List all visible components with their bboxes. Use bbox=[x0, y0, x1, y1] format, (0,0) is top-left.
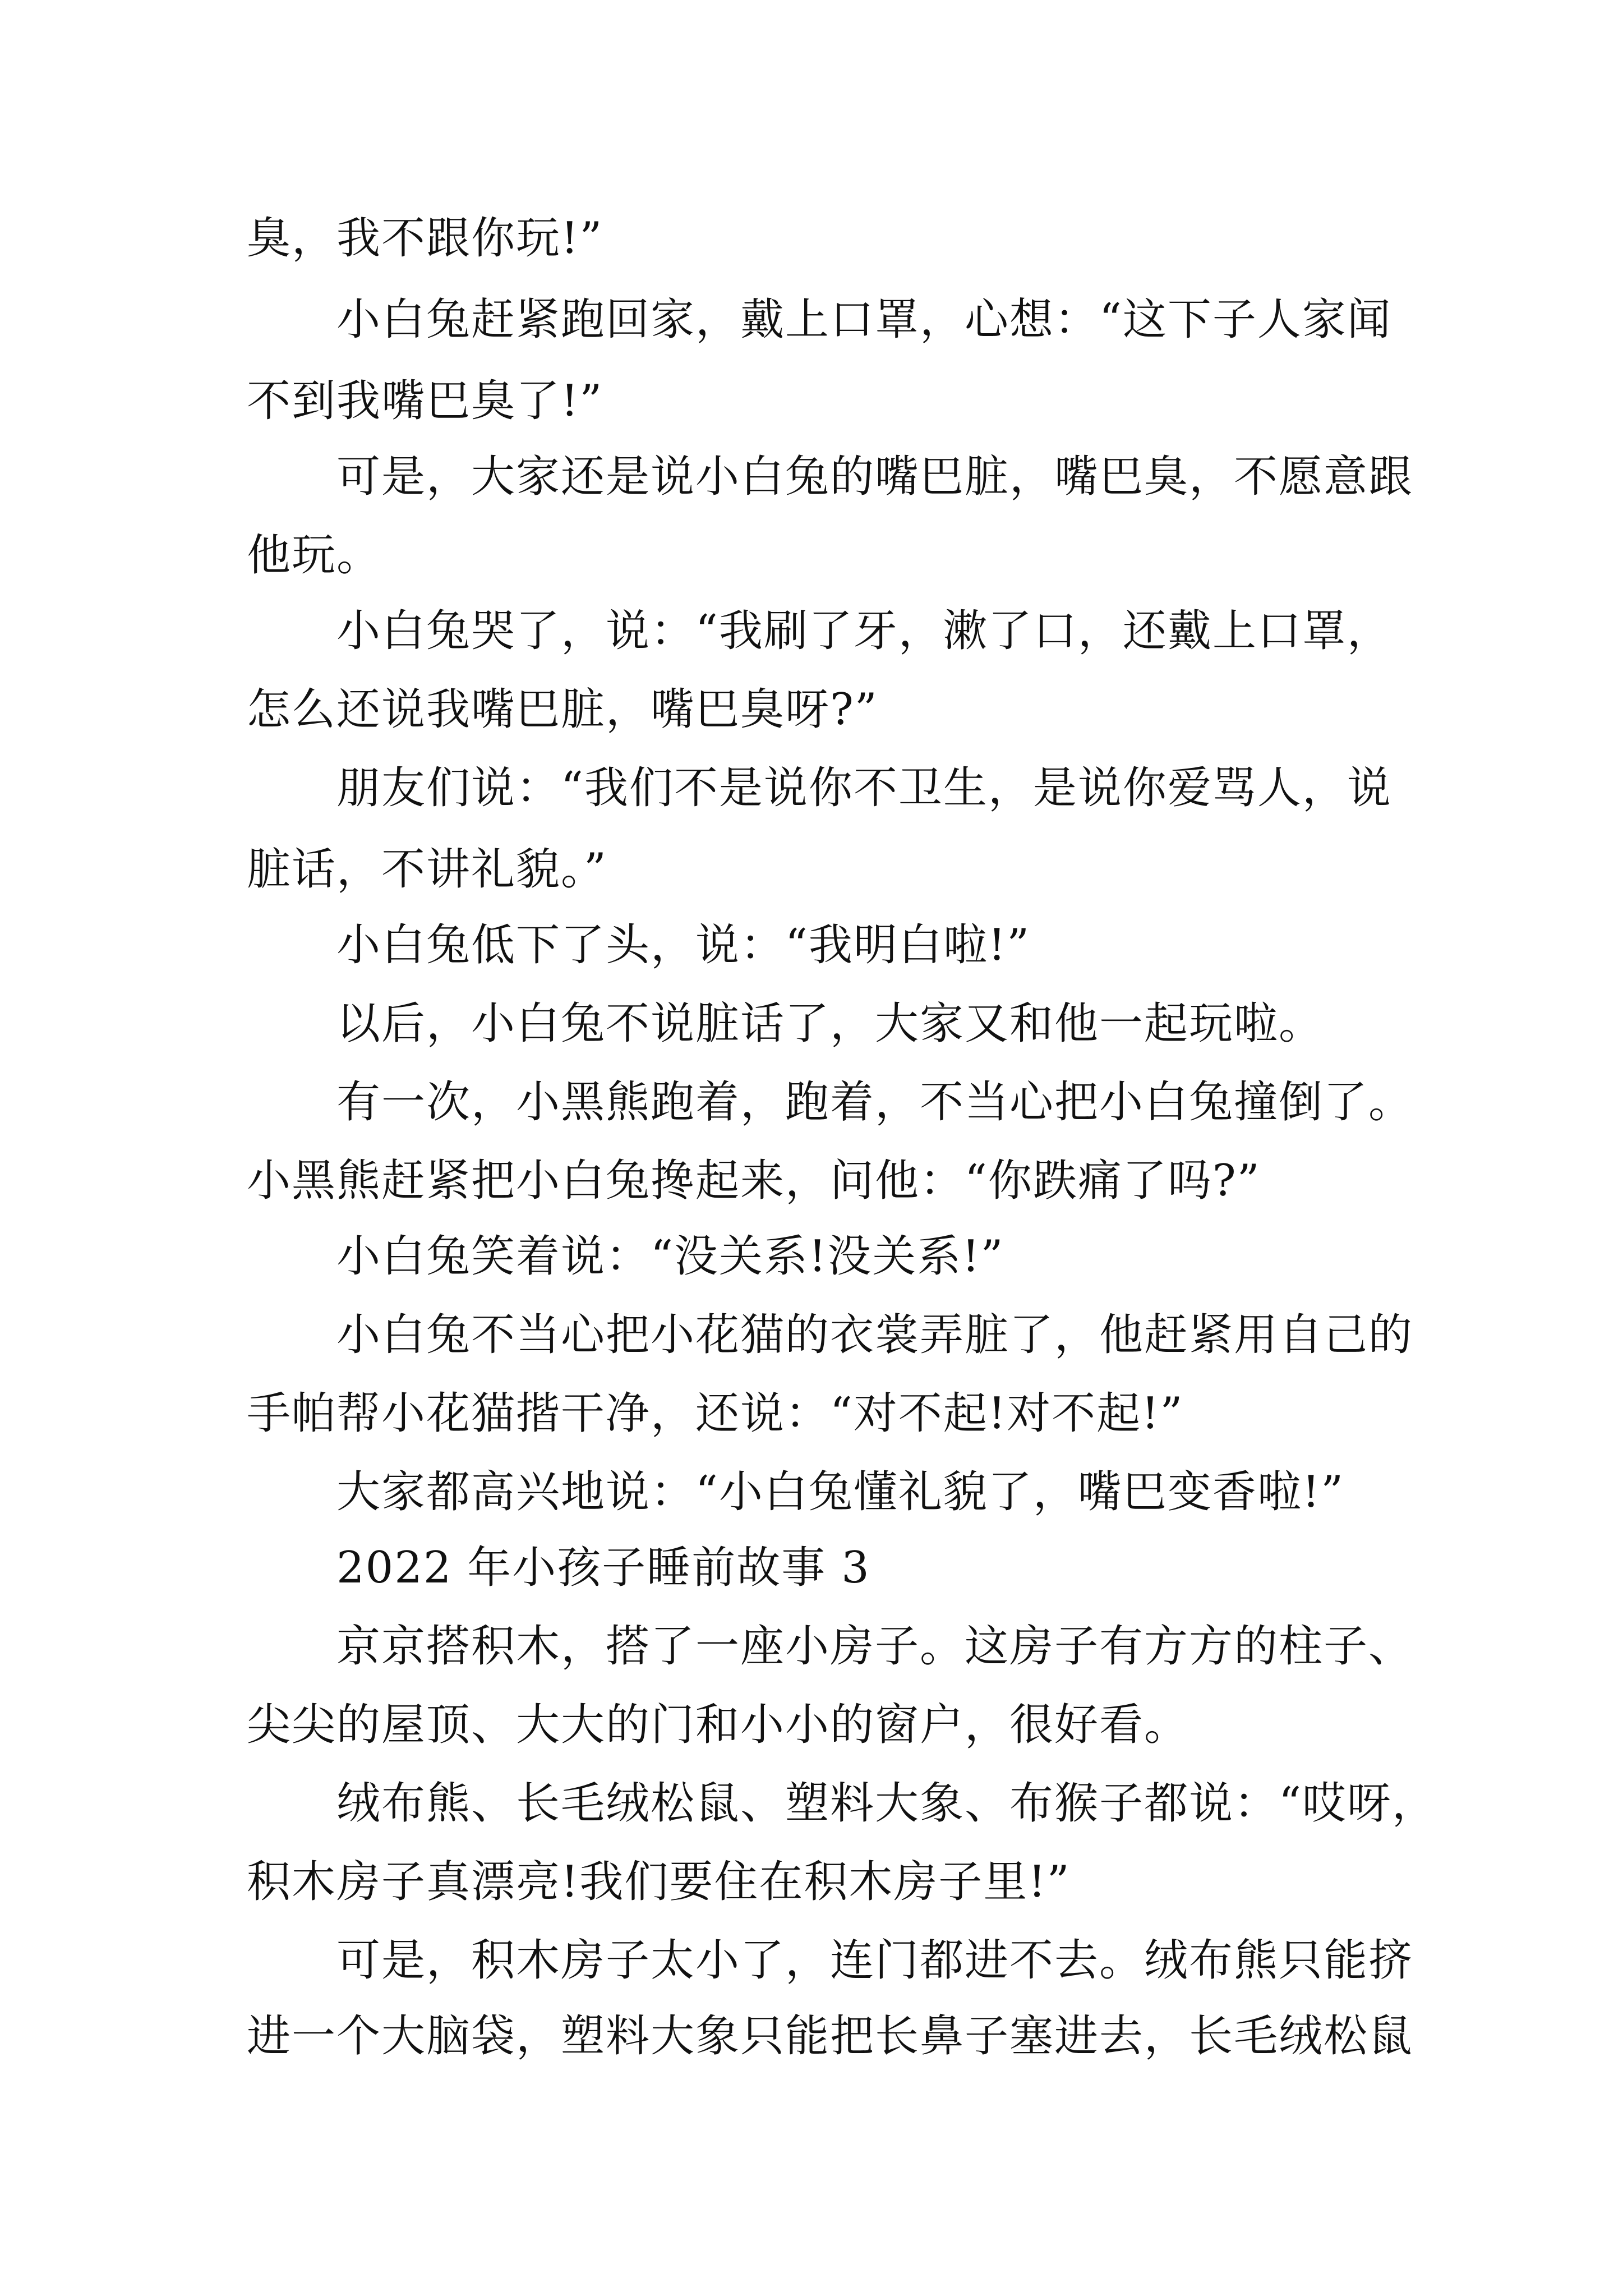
paragraph-line: 怎么还说我嘴巴脏，嘴巴臭呀?” bbox=[247, 684, 878, 735]
paragraph-line: 小白兔低下了头，说：“我明白啦!” bbox=[336, 920, 1031, 970]
paragraph-line: 京京搭积木，搭了一座小房子。这房子有方方的柱子、 bbox=[336, 1621, 1414, 1672]
paragraph-line: 小黑熊赶紧把小白兔搀起来，问他：“你跌痛了吗?” bbox=[247, 1156, 1261, 1206]
paragraph-line: 可是，积木房子太小了，连门都进不去。绒布熊只能挤 bbox=[336, 1935, 1414, 1986]
paragraph-line: 大家都高兴地说：“小白兔懂礼貌了，嘴巴变香啦!” bbox=[336, 1467, 1345, 1517]
section-heading: 2022 年小孩子睡前故事 3 bbox=[336, 1543, 870, 1593]
paragraph-line: 以后，小白兔不说脏话了，大家又和他一起玩啦。 bbox=[336, 999, 1324, 1049]
paragraph-line: 臭，我不跟你玩!” bbox=[247, 213, 603, 264]
paragraph-line: 不到我嘴巴臭了!” bbox=[247, 376, 603, 426]
paragraph-line: 有一次，小黑熊跑着，跑着，不当心把小白兔撞倒了。 bbox=[336, 1077, 1414, 1128]
paragraph-line: 尖尖的屋顶、大大的门和小小的窗户，很好看。 bbox=[247, 1700, 1189, 1750]
paragraph-line: 小白兔哭了，说：“我刷了牙，漱了口，还戴上口罩， bbox=[336, 606, 1392, 656]
paragraph-line: 可是，大家还是说小白兔的嘴巴脏，嘴巴臭，不愿意跟 bbox=[336, 452, 1414, 502]
paragraph-line: 朋友们说：“我们不是说你不卫生，是说你爱骂人，说 bbox=[336, 763, 1392, 813]
paragraph-line: 小白兔笑着说：“没关系!没关系!” bbox=[336, 1231, 1004, 1282]
paragraph-line: 进一个大脑袋，塑料大象只能把长鼻子塞进去，长毛绒松鼠 bbox=[247, 2011, 1414, 2062]
paragraph-line: 小白兔不当心把小花猫的衣裳弄脏了，他赶紧用自己的 bbox=[336, 1310, 1414, 1360]
paragraph-line: 脏话，不讲礼貌。” bbox=[247, 844, 607, 895]
paragraph-line: 他玩。 bbox=[247, 530, 382, 581]
paragraph-line: 手帕帮小花猫揩干净，还说：“对不起!对不起!” bbox=[247, 1388, 1184, 1439]
paragraph-line: 绒布熊、长毛绒松鼠、塑料大象、布猴子都说：“哎呀， bbox=[336, 1778, 1437, 1829]
paragraph-line: 小白兔赶紧跑回家，戴上口罩，心想：“这下子人家闻 bbox=[336, 295, 1392, 345]
paragraph-line: 积木房子真漂亮!我们要住在积木房子里!” bbox=[247, 1857, 1071, 1907]
